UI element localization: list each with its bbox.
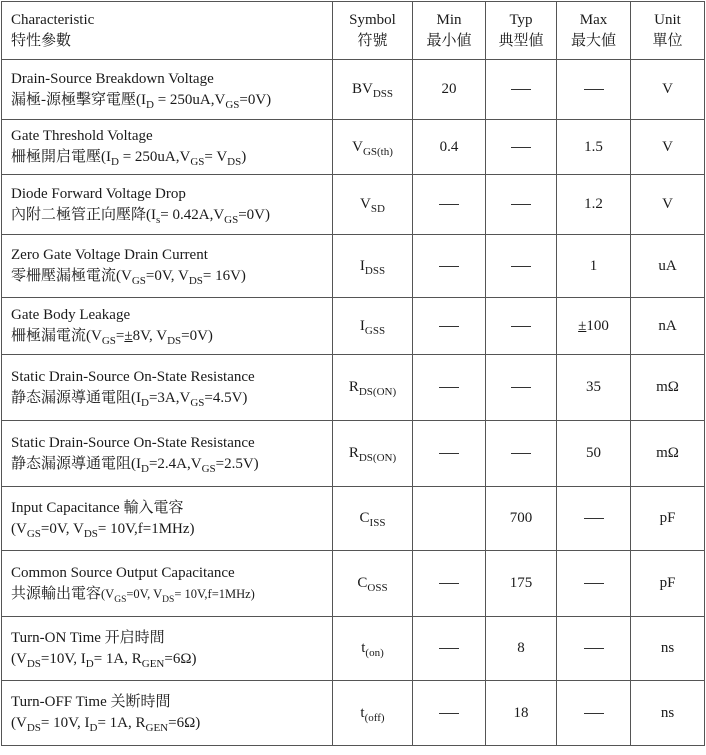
unit-cell [631, 421, 705, 487]
unit-text: uA [658, 257, 677, 274]
characteristic-condition-part: GS [114, 594, 127, 605]
not-specified-dash [439, 326, 459, 327]
symbol-part: SD [370, 203, 385, 215]
characteristic-condition-part: =2.4A,V [148, 455, 202, 472]
characteristic-cell [2, 120, 333, 175]
characteristic-condition-part: DS [227, 156, 242, 168]
symbol-part: I [359, 317, 365, 334]
symbol-part: V [360, 196, 371, 212]
min-cell-text: 0.4 [439, 138, 459, 155]
characteristic-name: Zero Gate Voltage Drain Current [11, 247, 208, 263]
not-specified-dash [511, 147, 531, 148]
symbol-cell [333, 235, 413, 298]
header-min-en: Min [436, 11, 462, 28]
characteristic-condition-part: GS [131, 275, 146, 287]
not-specified-dash [511, 453, 531, 454]
max-cell [557, 120, 631, 175]
characteristic-condition-part: 静态漏源導通電阻(I [11, 455, 141, 472]
symbol-cell [333, 120, 413, 175]
characteristic-condition-part: (V [11, 520, 27, 537]
characteristic-condition-part: 柵極開启電壓(I [11, 149, 111, 165]
min-cell-text: 20 [441, 81, 457, 97]
characteristic-condition-part: DS [26, 722, 41, 734]
characteristic-condition-part: GS [101, 335, 116, 347]
symbol-part: ISS [369, 517, 386, 529]
header-symbol-zh: 符號 [357, 32, 388, 49]
characteristic-name: Gate Threshold Voltage [11, 128, 153, 144]
not-specified-dash [584, 648, 604, 649]
unit-text: ns [660, 704, 675, 721]
characteristic-condition [11, 649, 332, 670]
table-row [2, 681, 705, 746]
min-cell [413, 60, 486, 120]
characteristic-condition-part: GEN [141, 657, 165, 670]
symbol-part: DS(ON) [358, 452, 397, 464]
header-unit [631, 2, 705, 60]
not-specified-dash [439, 648, 459, 649]
characteristic-condition-part: =2.5V) [215, 455, 259, 472]
header-max [557, 2, 631, 60]
characteristic-name: Turn-ON Time 开启時間 [11, 629, 165, 646]
symbol-cell [333, 681, 413, 746]
characteristic-condition-part: =0V, V [126, 586, 163, 601]
typ-cell [486, 681, 557, 746]
table-row [2, 60, 705, 120]
symbol-cell [333, 617, 413, 681]
characteristic-condition-part: = [115, 328, 125, 344]
characteristic-condition-part: = 1A, R [97, 715, 146, 731]
characteristic-cell [2, 235, 333, 298]
min-cell [413, 235, 486, 298]
characteristic-name: Diode Forward Voltage Drop [11, 185, 186, 202]
symbol-cell [333, 421, 413, 487]
max-cell-text: 50 [586, 445, 601, 461]
not-specified-dash [584, 713, 604, 714]
characteristic-condition-part: (V [11, 650, 27, 667]
max-cell [557, 681, 631, 746]
characteristic-condition-part: =3A,V [148, 389, 191, 406]
max-cell-text: 1 [589, 257, 598, 274]
symbol-part: R [348, 445, 359, 461]
unit-cell [631, 551, 705, 617]
characteristic-condition-part: D [111, 156, 119, 168]
characteristic-cell [2, 617, 333, 681]
characteristic-condition-part: =10V, I [40, 650, 86, 667]
characteristic-condition-part: GS [201, 462, 216, 475]
symbol-part: DSS [372, 88, 394, 100]
unit-cell [631, 175, 705, 235]
max-cell [557, 298, 631, 355]
header-unit-en: Unit [654, 11, 681, 28]
unit-cell [631, 617, 705, 681]
table-row [2, 421, 705, 487]
not-specified-dash [511, 326, 531, 327]
table-row [2, 355, 705, 421]
table-row [2, 551, 705, 617]
characteristic-condition-part: = 0.42A,V [160, 206, 225, 223]
table-body [2, 60, 705, 746]
characteristic-cell [2, 355, 333, 421]
characteristic-condition [11, 147, 332, 168]
characteristic-condition-part: DS [26, 657, 41, 670]
characteristic-condition-part: =0V) [181, 328, 213, 344]
header-typ-zh: 典型値 [498, 32, 544, 49]
not-specified-dash [584, 583, 604, 584]
header-characteristic [2, 2, 333, 60]
max-cell [557, 60, 631, 120]
typ-cell [486, 175, 557, 235]
characteristic-condition-part: (V [101, 586, 115, 601]
characteristic-name: Gate Body Leakage [11, 307, 131, 323]
characteristic-name: Static Drain-Source On-State Resistance [11, 368, 255, 385]
unit-text: V [662, 138, 673, 155]
max-cell [557, 235, 631, 298]
characteristic-condition-part: = 250uA,V [118, 149, 191, 165]
characteristic-condition-part: = 250uA,V [153, 91, 226, 108]
typ-cell [486, 421, 557, 487]
symbol-part: t [361, 640, 366, 656]
max-cell-text: 1.2 [584, 196, 603, 212]
characteristic-condition-part: GS [190, 156, 205, 168]
characteristic-condition-part: D [146, 98, 154, 111]
min-cell [413, 175, 486, 235]
characteristic-condition-part: DS [167, 335, 182, 347]
characteristic-condition-part: 8V, V [132, 328, 168, 344]
not-specified-dash [511, 204, 531, 205]
typ-cell [486, 551, 557, 617]
header-max-en: Max [579, 11, 608, 28]
typ-cell [486, 60, 557, 120]
characteristic-condition-part: =0V, V [145, 268, 189, 284]
symbol-cell [333, 175, 413, 235]
characteristic-condition-part: = 1A, R [93, 650, 142, 667]
max-cell-text: 1.5 [584, 138, 603, 155]
max-cell [557, 487, 631, 551]
characteristic-condition-part: GS [225, 98, 240, 111]
header-unit-zh: 單位 [652, 32, 683, 49]
symbol-part: C [359, 510, 370, 526]
characteristic-condition [11, 584, 332, 605]
typ-cell [486, 235, 557, 298]
unit-cell [631, 235, 705, 298]
characteristic-condition-part: ) [241, 149, 247, 165]
characteristic-condition-part: D [89, 722, 98, 734]
header-characteristic-zh: 特性參數 [11, 32, 72, 49]
characteristic-condition-part: DS [83, 527, 98, 540]
characteristic-condition-part: =0V) [239, 91, 272, 108]
characteristic-condition [11, 326, 332, 347]
not-specified-dash [439, 453, 459, 454]
unit-text: V [662, 196, 673, 212]
characteristic-condition-part: = 10V,f=1MHz) [174, 586, 255, 601]
unit-text: mΩ [656, 379, 679, 395]
characteristic-condition-part: 柵極漏電流(V [11, 328, 102, 344]
not-specified-dash [439, 204, 459, 205]
characteristic-condition [11, 388, 332, 409]
max-cell [557, 421, 631, 487]
characteristic-condition-part: =4.5V) [204, 389, 248, 406]
header-typ-en: Typ [509, 11, 533, 28]
characteristic-condition-part: D [141, 396, 149, 409]
symbol-part: C [357, 575, 368, 591]
not-specified-dash [584, 89, 604, 90]
characteristic-condition-part: = 10V,f=1MHz) [97, 520, 195, 537]
unit-cell [631, 355, 705, 421]
characteristic-condition [11, 454, 332, 475]
unit-text: pF [659, 510, 676, 526]
header-typ [486, 2, 557, 60]
header-row [2, 2, 705, 60]
not-specified-dash [439, 583, 459, 584]
characteristic-condition-part: 漏極-源極擊穿電壓(I [11, 91, 146, 108]
header-symbol [333, 2, 413, 60]
symbol-cell [333, 60, 413, 120]
unit-text: pF [659, 575, 676, 591]
characteristic-name: Input Capacitance 輸入電容 [11, 499, 184, 516]
max-cell [557, 355, 631, 421]
symbol-part: GSS [364, 324, 386, 337]
typ-cell-text: 8 [517, 640, 525, 656]
characteristic-condition-part: DS [162, 594, 175, 605]
unit-cell [631, 60, 705, 120]
max-cell [557, 617, 631, 681]
characteristic-name: Turn-OFF Time 关断時間 [11, 694, 171, 710]
characteristic-name: Common Source Output Capacitance [11, 564, 235, 581]
characteristic-condition-part: GEN [145, 722, 169, 734]
header-max-zh: 最大値 [570, 32, 616, 49]
min-cell [413, 421, 486, 487]
typ-cell [486, 298, 557, 355]
not-specified-dash [511, 266, 531, 267]
characteristic-condition-part: =0V, V [40, 520, 84, 537]
header-symbol-en: Symbol [349, 11, 396, 28]
characteristic-condition-part: 內附二極管正向壓降(I [11, 206, 156, 223]
table-row [2, 175, 705, 235]
characteristic-condition-part: =0V) [238, 206, 271, 223]
characteristic-condition-part: GS [224, 213, 239, 226]
characteristic-condition-part: = 16V) [202, 268, 246, 284]
characteristic-condition-part: DS [188, 275, 203, 287]
not-specified-dash [511, 89, 531, 90]
characteristic-cell [2, 421, 333, 487]
characteristic-condition-part: s [156, 213, 161, 226]
symbol-part: DS(ON) [358, 386, 397, 398]
not-specified-dash [584, 518, 604, 519]
typ-cell-text: 175 [509, 575, 533, 591]
min-cell [413, 551, 486, 617]
characteristic-condition-part: = V [204, 149, 228, 165]
header-characteristic-en: Characteristic [11, 11, 95, 28]
symbol-part: (on) [365, 647, 384, 659]
characteristic-condition-part: 零柵壓漏極電流(V [11, 268, 132, 284]
min-cell [413, 617, 486, 681]
max-cell [557, 175, 631, 235]
header-min-zh: 最小値 [426, 32, 472, 49]
characteristic-cell [2, 487, 333, 551]
unit-text: mΩ [656, 445, 679, 461]
characteristic-cell [2, 298, 333, 355]
unit-text: V [662, 81, 673, 97]
table-row [2, 617, 705, 681]
characteristic-name: Drain-Source Breakdown Voltage [11, 70, 214, 87]
characteristic-condition-part: = 10V, I [40, 715, 90, 731]
min-cell [413, 487, 486, 551]
characteristic-condition [11, 519, 332, 540]
characteristic-condition-part: ± [124, 328, 133, 344]
characteristic-condition [11, 266, 332, 287]
typ-cell [486, 487, 557, 551]
not-specified-dash [439, 387, 459, 388]
typ-cell [486, 120, 557, 175]
characteristic-condition-part: D [141, 462, 149, 475]
symbol-cell [333, 487, 413, 551]
characteristic-cell [2, 681, 333, 746]
table-row [2, 120, 705, 175]
min-cell [413, 298, 486, 355]
characteristic-name: Static Drain-Source On-State Resistance [11, 434, 255, 451]
characteristic-condition [11, 205, 332, 226]
unit-text: nA [658, 317, 677, 334]
symbol-part: BV [351, 81, 373, 97]
characteristic-cell [2, 551, 333, 617]
unit-cell [631, 298, 705, 355]
not-specified-dash [439, 713, 459, 714]
symbol-part: V [352, 138, 363, 155]
characteristic-condition-part: 共源輸出電容 [11, 585, 102, 602]
characteristic-condition [11, 90, 332, 111]
characteristic-condition-part: =6Ω) [164, 650, 197, 667]
unit-text: ns [660, 640, 675, 656]
max-cell-text: 35 [586, 379, 601, 395]
symbol-part: I [359, 257, 365, 274]
symbol-part: (off) [364, 711, 385, 724]
unit-cell [631, 487, 705, 551]
header-min [413, 2, 486, 60]
table-row [2, 487, 705, 551]
typ-cell-text: 18 [513, 704, 529, 721]
unit-cell [631, 120, 705, 175]
characteristic-condition [11, 713, 332, 734]
characteristic-condition-part: GS [190, 396, 205, 409]
typ-cell [486, 355, 557, 421]
characteristic-condition-part: =6Ω) [168, 715, 201, 731]
max-cell-plus-minus: ± [578, 317, 587, 334]
min-cell [413, 120, 486, 175]
symbol-part: GS(th) [362, 145, 393, 158]
max-cell-number: 100 [586, 317, 609, 334]
table-row [2, 235, 705, 298]
characteristic-condition-part: 静态漏源導通電阻(I [11, 389, 141, 406]
symbol-cell [333, 355, 413, 421]
max-cell [557, 551, 631, 617]
min-cell [413, 681, 486, 746]
table-row [2, 298, 705, 355]
characteristic-condition-part: D [85, 657, 94, 670]
symbol-cell [333, 298, 413, 355]
characteristic-cell [2, 175, 333, 235]
typ-cell-text: 700 [509, 510, 533, 526]
typ-cell [486, 617, 557, 681]
symbol-part: OSS [367, 582, 388, 594]
not-specified-dash [439, 266, 459, 267]
characteristics-table [1, 1, 705, 746]
characteristic-condition-part: GS [26, 527, 41, 540]
characteristic-condition-part: (V [11, 715, 27, 731]
symbol-part: R [348, 379, 359, 395]
characteristic-cell [2, 60, 333, 120]
min-cell [413, 355, 486, 421]
symbol-cell [333, 551, 413, 617]
not-specified-dash [511, 387, 531, 388]
unit-cell [631, 681, 705, 746]
symbol-part: DSS [364, 264, 386, 277]
symbol-part: t [360, 704, 365, 721]
